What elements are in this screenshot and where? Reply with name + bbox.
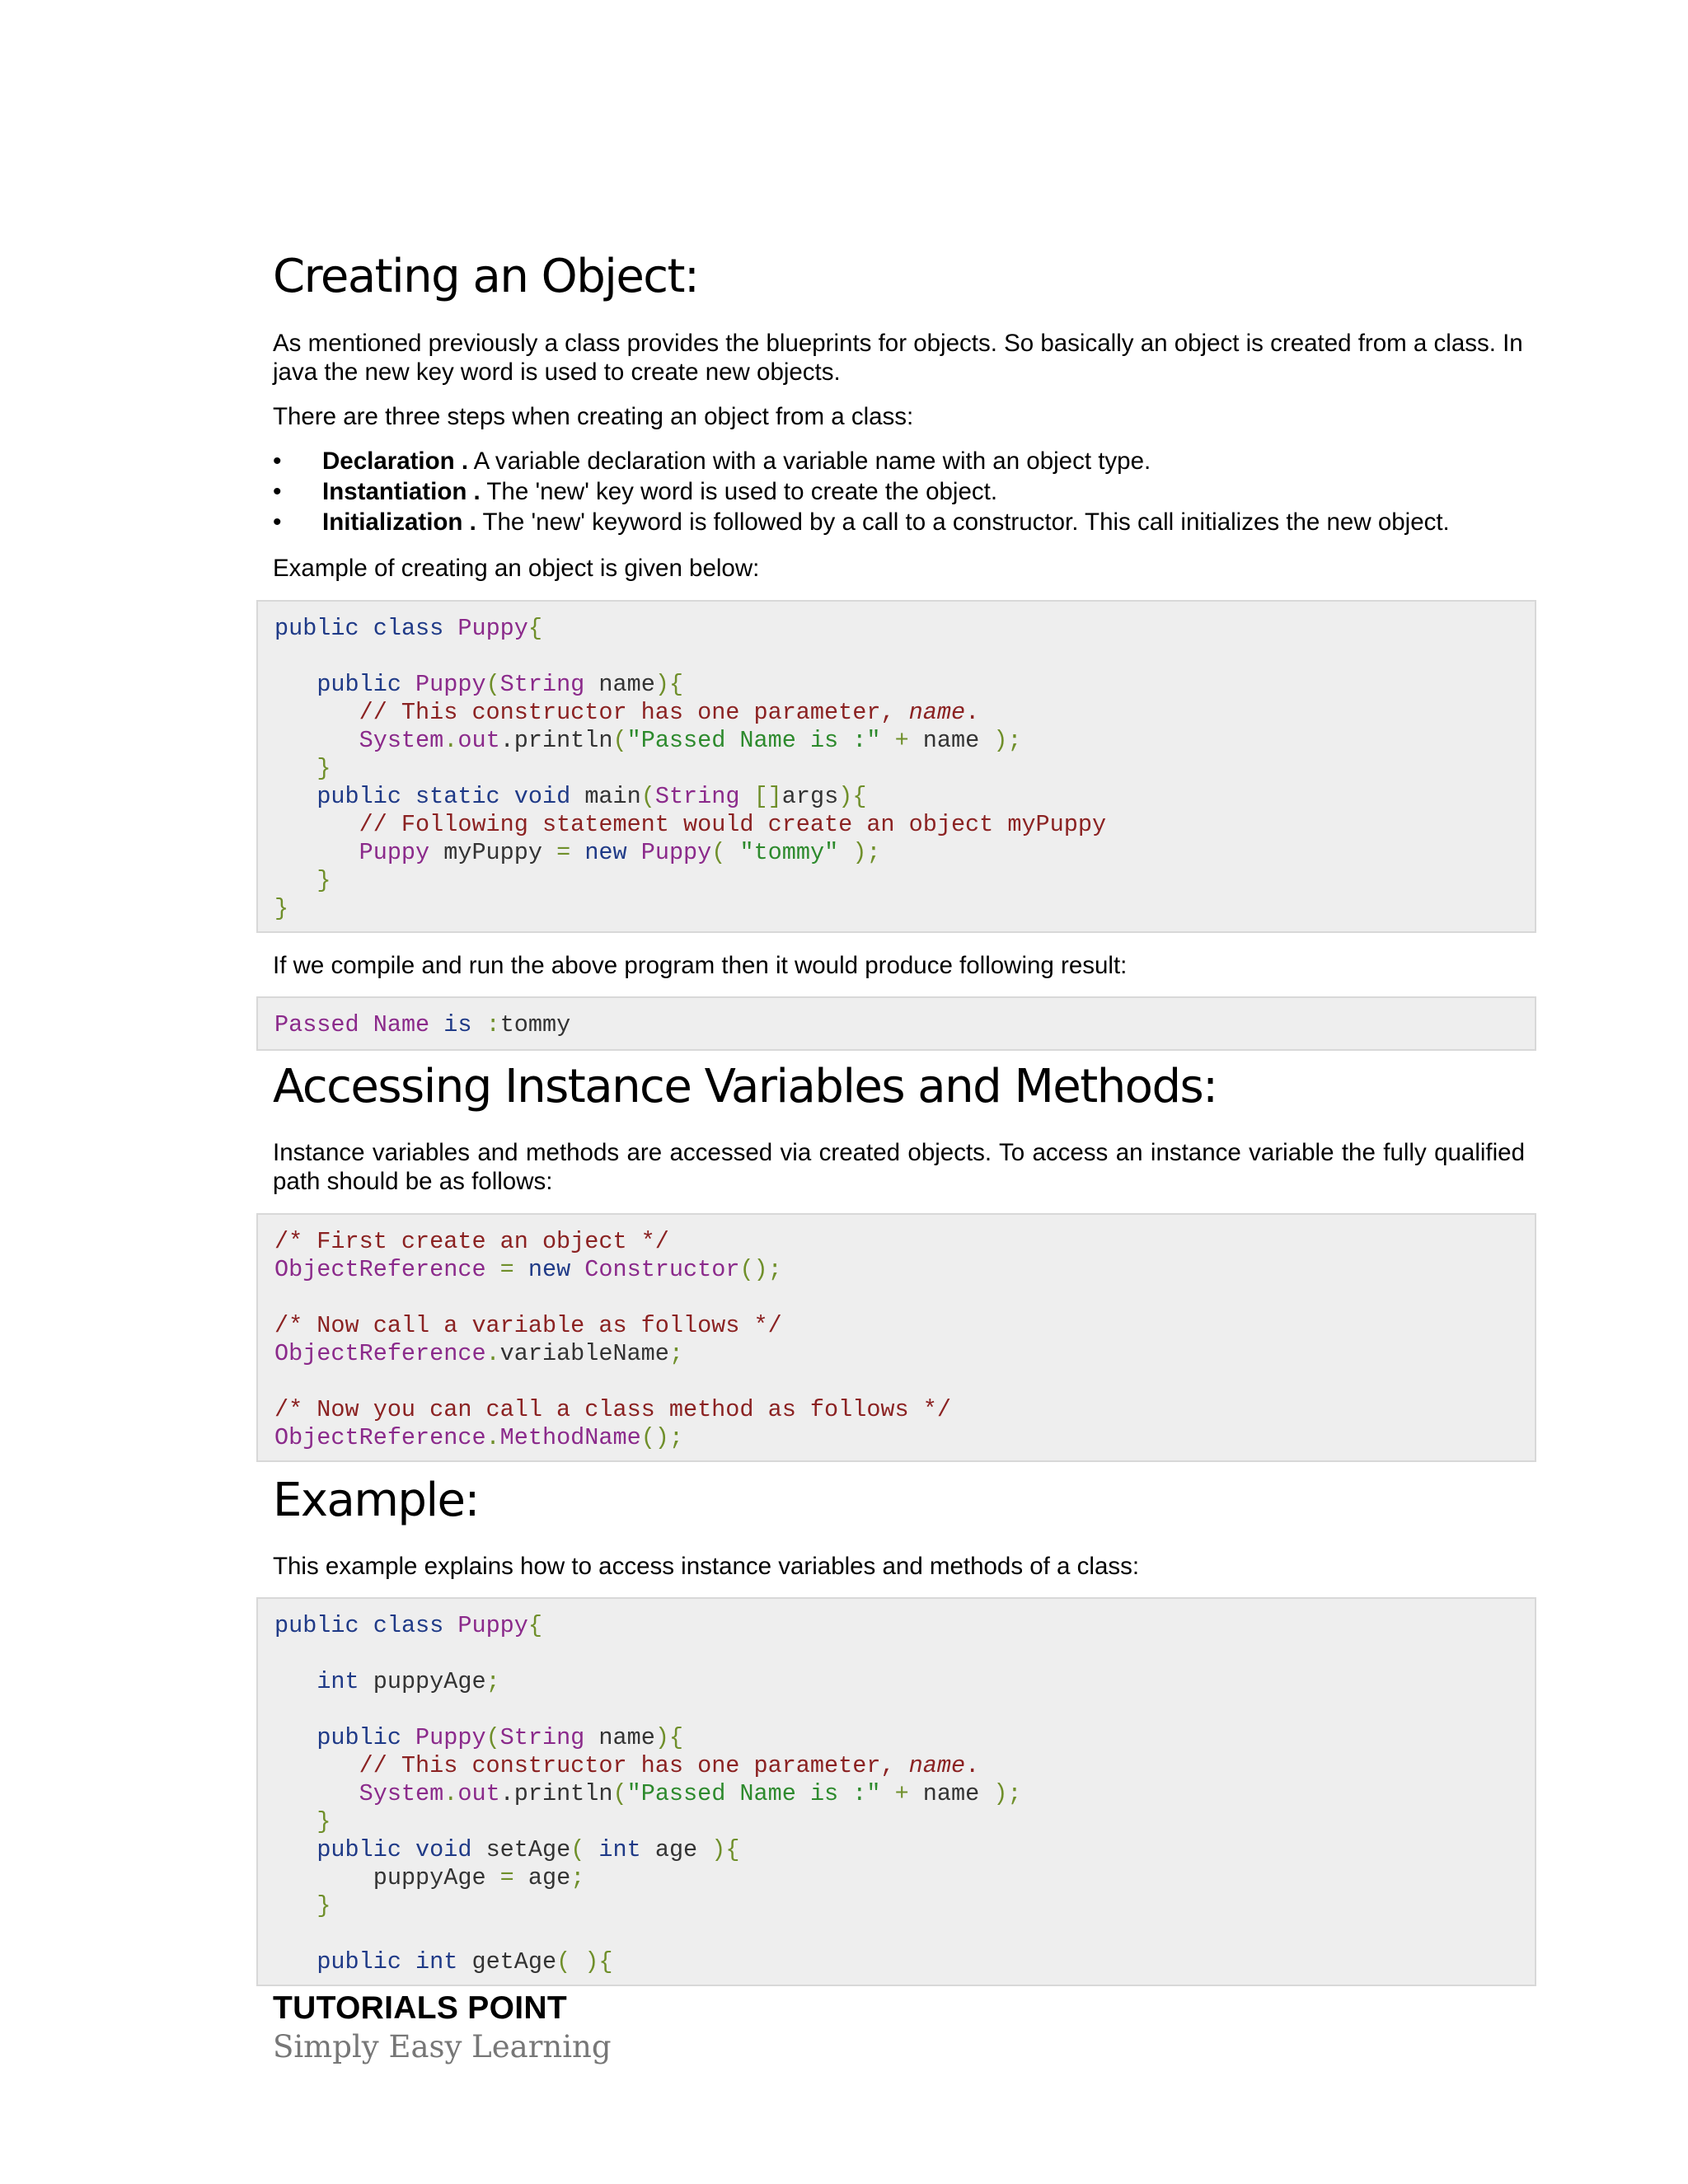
bullet-text: A variable declaration with a variable name with an object type. (468, 448, 1151, 475)
code-line-blank (274, 1284, 951, 1312)
paragraph-intro: As mentioned previously a class provides the blueprints for objects. So basically an object is created from a class. In java the new key word is used to create new objects. (273, 330, 1523, 386)
code-line: public Puppy(String name){ (316, 671, 684, 698)
code-line-blank (274, 1640, 1022, 1668)
code-line: } (316, 1808, 331, 1835)
code-line: // This constructor has one parameter, name. (359, 1752, 980, 1779)
code-line: System.out.println("Passed Name is :" + name ); (359, 1780, 1022, 1807)
code-line: } (316, 867, 331, 894)
heading-example: Example: (273, 1474, 479, 1527)
code-content (274, 1228, 951, 1452)
code-line: ObjectReference.MethodName(); (274, 1424, 683, 1451)
code-content (274, 1612, 1022, 1976)
paragraph-example-intro2: This example explains how to access instance variables and methods of a class: (273, 1553, 1140, 1580)
code-line: public class Puppy{ (274, 615, 542, 642)
code-line: ObjectReference = new Constructor(); (274, 1256, 782, 1283)
code-content (274, 1011, 570, 1039)
code-line: /* Now you can call a class method as follows */ (274, 1396, 951, 1423)
paragraph-example-intro: Example of creating an object is given below: (273, 555, 760, 582)
heading-accessing-instance: Accessing Instance Variables and Methods: (273, 1060, 1217, 1113)
bullet-term: Initialization . (322, 509, 476, 536)
bullet-icon: • (273, 509, 282, 536)
code-line: ObjectReference.variableName; (274, 1340, 683, 1367)
code-block-example (256, 1597, 1536, 1986)
code-line: } (316, 1892, 331, 1919)
code-line: /* First create an object */ (274, 1228, 669, 1255)
code-line-blank (274, 643, 1106, 671)
code-line: // Following statement would create an object myPuppy (359, 811, 1107, 838)
code-line: public static void main(String []args){ (316, 783, 867, 810)
code-line: public class Puppy{ (274, 1612, 542, 1639)
heading-creating-object: Creating an Object: (273, 250, 699, 303)
code-line-blank (274, 1368, 951, 1396)
bullet-term: Instantiation . (322, 478, 481, 505)
paragraph-accessing-intro: Instance variables and methods are accessed via created objects. To access an instance variable the fully qualified path should be as follows: (273, 1139, 1525, 1195)
code-line-blank (274, 1696, 1022, 1724)
bullet-icon: • (273, 448, 282, 475)
code-line: puppyAge = age; (373, 1864, 585, 1891)
list-item (273, 476, 1450, 507)
code-line: } (316, 755, 331, 782)
code-line: public int getAge( ){ (316, 1948, 613, 1975)
code-line: /* Now call a variable as follows */ (274, 1312, 782, 1339)
bullet-icon: • (273, 478, 282, 505)
bullet-text: The 'new' key word is used to create the object. (480, 478, 998, 505)
footer-tagline: Simply Easy Learning (273, 2029, 612, 2064)
list-item (273, 507, 1450, 537)
code-line: // This constructor has one parameter, name. (359, 699, 980, 726)
code-line: int puppyAge; (316, 1668, 500, 1695)
paragraph-steps-intro: There are three steps when creating an object from a class: (273, 403, 914, 430)
code-block-output (256, 996, 1536, 1051)
steps-list (273, 446, 1450, 537)
paragraph-result-intro: If we compile and run the above program then it would produce following result: (273, 952, 1128, 979)
code-line: public void setAge( int age ){ (316, 1836, 740, 1863)
list-item (273, 446, 1450, 476)
code-line: } (274, 895, 289, 922)
bullet-term: Declaration . (322, 448, 469, 475)
footer-brand: TUTORIALS POINT (273, 1990, 567, 2026)
code-line: Puppy myPuppy = new Puppy( "tommy" ); (359, 839, 881, 866)
code-line-blank (274, 1920, 1022, 1948)
code-line: System.out.println("Passed Name is :" + name ); (359, 727, 1022, 754)
code-block-creating-object (256, 600, 1536, 933)
code-line: Passed Name is :tommy (274, 1011, 571, 1038)
code-block-accessing (256, 1213, 1536, 1462)
code-line: public Puppy(String name){ (316, 1724, 684, 1751)
bullet-text: The 'new' keyword is followed by a call to a constructor. This call initializes the new object. (476, 509, 1450, 536)
code-content (274, 615, 1106, 923)
